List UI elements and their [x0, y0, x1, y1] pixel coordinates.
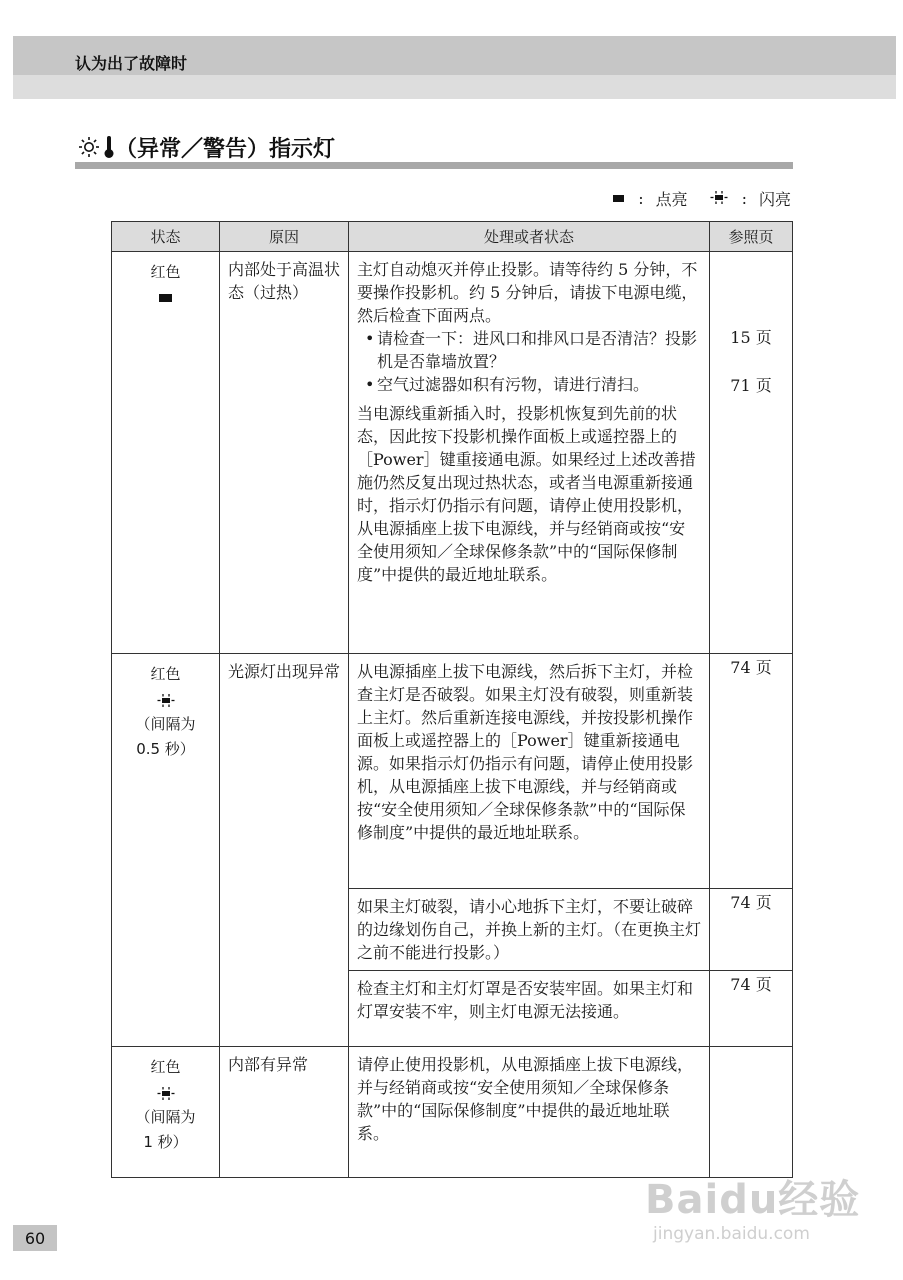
state-color: 红色: [150, 263, 181, 281]
table-row: [112, 252, 793, 654]
section-heading: [78, 130, 335, 164]
troubleshooting-table: [111, 221, 793, 1178]
cause-cell: 光源灯出现异常: [220, 654, 349, 1047]
action-cell: 检查主灯和主灯灯罩是否安装牢固。如果主灯和灯罩安装不牢，则主灯电源无法接通。: [349, 971, 710, 1047]
section-title: （异常／警告）指示灯: [115, 136, 336, 162]
header-cause: 原因: [220, 222, 349, 252]
chapter-header-band: [13, 36, 896, 99]
section-rule: [75, 162, 793, 169]
action-bullet: • 请检查一下：进风口和排风口是否清洁？投影机是否靠墙放置？: [357, 327, 701, 373]
state-color: 红色: [150, 665, 181, 683]
state-interval-value: 0.5 秒）: [136, 740, 195, 758]
watermark-brand: Baidu经验: [645, 1177, 861, 1223]
cause-cell: 内部有异常: [220, 1047, 349, 1178]
header-ref: 参照页: [710, 222, 793, 252]
table-header-row: [112, 222, 793, 252]
page-ref: 71 页: [730, 376, 772, 395]
state-cell: [112, 1047, 220, 1178]
lamp-on-icon: [613, 195, 624, 202]
action-intro: 主灯自动熄灭并停止投影。请等待约 5 分钟，不要操作投影机。约 5 分钟后，请拔下电源电缆，然后检查下面两点。: [357, 260, 698, 325]
state-color: 红色: [150, 1058, 181, 1076]
lamp-on-icon: [159, 294, 172, 302]
action-cell: 请停止使用投影机，从电源插座上拔下电源线，并与经销商或按“安全使用须知／全球保修条款”中的“国际保修制度”中提供的最近地址联系。: [349, 1047, 710, 1178]
action-cell: [349, 252, 710, 654]
header-state: 状态: [112, 222, 220, 252]
legend-on-label: 点亮: [655, 190, 688, 209]
state-interval-value: 1 秒）: [143, 1133, 188, 1151]
action-bullet: • 空气过滤器如积有污物，请进行清扫。: [357, 373, 701, 396]
indicator-legend: : 点亮 : 闪亮: [613, 187, 791, 210]
ref-cell: 74 页: [710, 889, 793, 971]
state-interval: （间隔为: [135, 715, 196, 733]
ref-cell: 74 页: [710, 971, 793, 1047]
ref-cell: 74 页: [710, 654, 793, 889]
action-cell: 如果主灯破裂，请小心地拆下主灯，不要让破碎的边缘划伤自己，并换上新的主灯。（在更换主灯之前不能进行投影。）: [349, 889, 710, 971]
action-cell: 从电源插座上拔下电源线，然后拆下主灯，并检查主灯是否破裂。如果主灯没有破裂，则重新装上主灯。然后重新连接电源线，并按投影机操作面板上或遥控器上的［Power］键重新接通电源。如果指示灯仍指示有问题，请停止使用投影机，从电源插座上拔下电源线，并与经销商或按“安全使用须知／全球保修条款”中的“国际保修制度”中提供的最近地址联系。: [349, 654, 710, 889]
baidu-watermark: [645, 1148, 865, 1258]
state-cell: [112, 252, 220, 654]
lamp-blink-icon: [157, 690, 175, 708]
state-interval: （间隔为: [135, 1108, 196, 1126]
ref-cell: [710, 252, 793, 654]
lamp-blink-icon: [157, 1083, 175, 1101]
lamp-icon: [78, 136, 100, 158]
lamp-blink-icon: [710, 189, 728, 208]
cause-cell: 内部处于高温状态（过热）: [220, 252, 349, 654]
action-outro: 当电源线重新插入时，投影机恢复到先前的状态，因此按下投影机操作面板上或遥控器上的［Power］键重接通电源。如果经过上述改善措施仍然反复出现过热状态，或者当电源重新接通时，指示灯仍指示有问题，请停止使用投影机，从电源插座上拔下电源线，并与经销商或按“安全使用须知／全球保修条款”中的“国际保修制度”中提供的最近地址联系。: [357, 404, 696, 584]
page-ref: 15 页: [730, 328, 772, 347]
watermark-url: jingyan.baidu.com: [653, 1224, 810, 1244]
header-action: 处理或者状态: [349, 222, 710, 252]
temperature-icon: [103, 135, 115, 159]
state-cell: [112, 654, 220, 1047]
chapter-title: 认为出了故障时: [75, 54, 188, 73]
legend-blink-label: 闪亮: [758, 190, 791, 209]
page-number: 60: [13, 1225, 57, 1251]
table-row: [112, 654, 793, 889]
